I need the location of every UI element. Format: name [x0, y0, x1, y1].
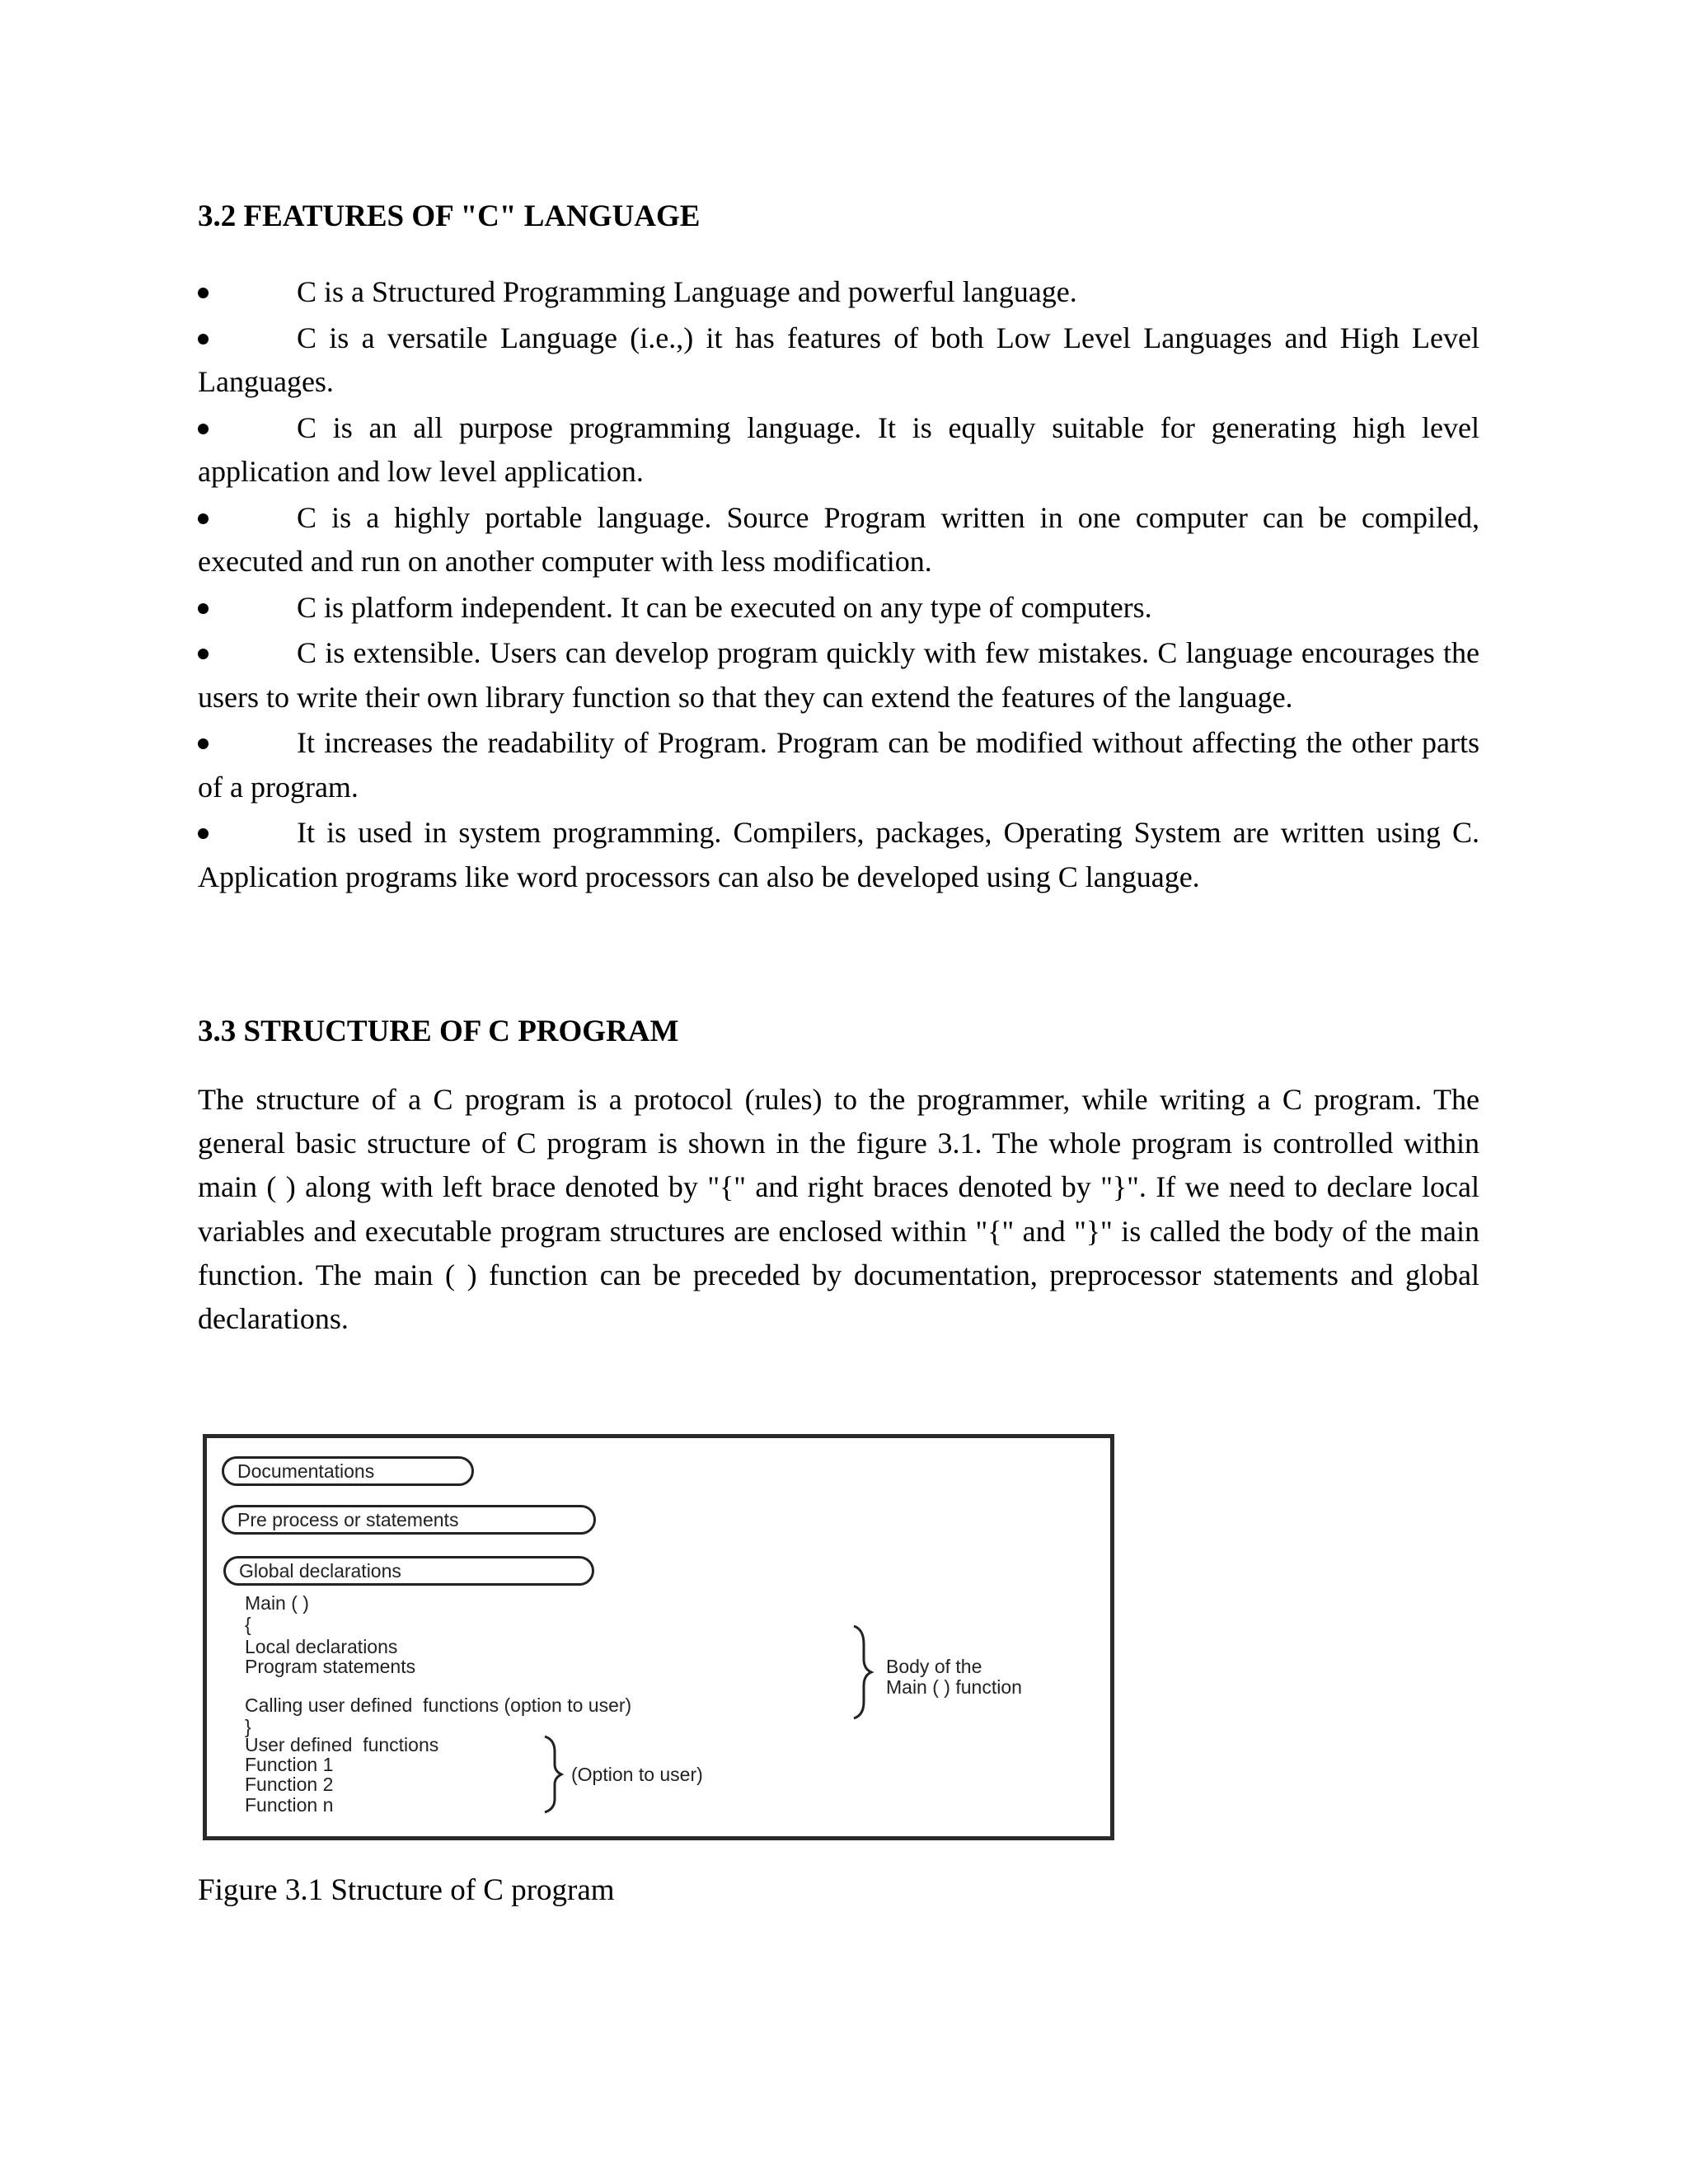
- local-declarations-line: Local declarations: [245, 1636, 398, 1657]
- function-2-line: Function 2: [245, 1774, 334, 1795]
- structure-figure: [203, 1434, 1114, 1840]
- list-item-text: C is an all purpose programming language. It is equally suitable for generating high level application and low level application.: [198, 410, 1479, 488]
- list-item-text: C is a versatile Language (i.e.,) it has features of both Low Level Languages and High Level Languages.: [198, 321, 1479, 398]
- body-label-line1: Body of the: [886, 1656, 982, 1677]
- list-item: [198, 270, 1479, 315]
- body-label-line2: Main ( ) function: [886, 1676, 1022, 1698]
- open-brace: {: [245, 1614, 251, 1635]
- bullet-icon: [198, 828, 209, 839]
- list-item: [198, 721, 1479, 809]
- list-item-text: C is platform independent. It can be executed on any type of computers.: [297, 590, 1152, 624]
- figure-caption: Figure 3.1 Structure of C program: [198, 1873, 615, 1907]
- preprocessor-pill: Pre process or statements: [222, 1505, 596, 1535]
- option-brace-icon: [545, 1736, 561, 1812]
- function-1-line: Function 1: [245, 1754, 334, 1775]
- section-heading-features: 3.2 FEATURES OF "C" LANGUAGE: [198, 199, 701, 233]
- bullet-icon: [198, 424, 209, 434]
- list-item: [198, 631, 1479, 719]
- global-declarations-pill: Global declarations: [223, 1556, 594, 1586]
- function-n-line: Function n: [245, 1794, 334, 1816]
- main-line: Main ( ): [245, 1592, 309, 1614]
- user-defined-line: User defined functions: [245, 1734, 439, 1755]
- bullet-icon: [198, 738, 209, 749]
- bullet-icon: [198, 513, 209, 524]
- list-item-text: C is a highly portable language. Source Program written in one computer can be compiled, executed and run on another computer with less modification.: [198, 500, 1479, 578]
- list-item: [198, 406, 1479, 494]
- section-heading-structure: 3.3 STRUCTURE OF C PROGRAM: [198, 1015, 679, 1048]
- bullet-icon: [198, 334, 209, 344]
- list-item-text: It increases the readability of Program. Program can be modified without affecting the other parts of a program.: [198, 726, 1479, 804]
- list-item: [198, 496, 1479, 584]
- bullet-icon: [198, 288, 209, 298]
- calling-functions-line: Calling user defined functions (option to user): [245, 1694, 632, 1716]
- documentations-pill: Documentations: [222, 1456, 474, 1486]
- list-item-text: It is used in system programming. Compilers, packages, Operating System are written using C. Application programs like word processors can also be developed using C language.: [198, 816, 1479, 893]
- bullet-icon: [198, 649, 209, 659]
- program-statements-line: Program statements: [245, 1656, 416, 1677]
- close-brace: }: [245, 1716, 251, 1737]
- list-item: [198, 586, 1479, 630]
- body-brace-icon: [854, 1626, 871, 1718]
- list-item-text: C is extensible. Users can develop program quickly with few mistakes. C language encourages the users to write their own library function so that they can extend the features of the language.: [198, 636, 1479, 714]
- option-label: (Option to user): [571, 1764, 703, 1785]
- bullet-icon: [198, 603, 209, 614]
- list-item: [198, 316, 1479, 405]
- list-item-text: C is a Structured Programming Language and powerful language.: [297, 275, 1077, 308]
- list-item: [198, 811, 1479, 899]
- features-list: [198, 270, 1479, 901]
- structure-paragraph: The structure of a C program is a protocol (rules) to the programmer, while writing a C program. The general basic structure of C program is shown in the figure 3.1. The whole program is controlled within main ( ) along with left brace denoted by "{" and right braces denoted by "}". If we need to declare local variables and executable program structures are enclosed within "{" and "}" is called the body of the main function. The main ( ) function can be preceded by documentation, preprocessor statements and global declarations.: [198, 1083, 1479, 1336]
